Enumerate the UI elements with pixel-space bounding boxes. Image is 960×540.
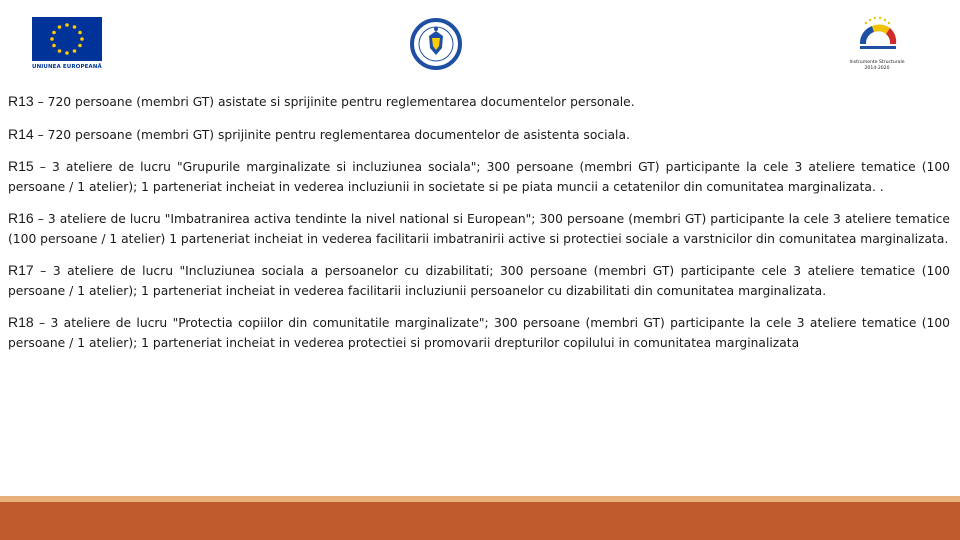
result-text: – 3 ateliere de lucru "Imbatranirea activa tendinte la nivel national si European"; 300 persoane (membri GT) participante la cele 3 ateliere tematice (100 persoane / 1 atelier) 1 parteneriat incheiat in vederea facilitarii imbatranirii active si protectiei sociale a varstnicilor din comunitatea marginalizata. bbox=[8, 212, 950, 246]
result-code: R17 bbox=[8, 262, 34, 278]
structural-instruments-icon bbox=[846, 14, 908, 60]
result-item-r15 bbox=[8, 157, 950, 197]
result-text: – 720 persoane (membri GT) asistate si sprijinite pentru reglementarea documentelor personale. bbox=[33, 95, 635, 109]
structural-instruments-caption-line2: 2014-2020 bbox=[864, 66, 890, 71]
structural-instruments-caption-line1: Instrumente Structurale bbox=[849, 60, 905, 65]
eu-logo-caption: UNIUNEA EUROPEANĂ bbox=[32, 64, 102, 70]
result-code: R13 bbox=[8, 93, 34, 109]
result-item-r14 bbox=[8, 125, 950, 146]
result-item-r18 bbox=[8, 313, 950, 353]
result-item-r13 bbox=[8, 92, 950, 113]
result-code: R16 bbox=[8, 210, 34, 226]
result-text: – 3 ateliere de lucru "Incluziunea sociala a persoanelor cu dizabilitati; 300 persoane (membri GT) participante cele 3 ateliere tematice (100 persoane / 1 atelier); 1 parteneriat incheiat in vederea facilitarii incluziunii persoanelor cu dizabilitati din comunitatea marginalizata. bbox=[8, 264, 950, 298]
eu-logo bbox=[32, 17, 104, 75]
result-text: – 720 persoane (membri GT) sprijinite pentru reglementarea documentelor de asistenta sociala. bbox=[33, 127, 630, 142]
result-text: – 3 ateliere de lucru "Grupurile marginalizate si incluziunea sociala"; 300 persoane (membri GT) participante la cele 3 ateliere tematice (100 persoane / 1 atelier); 1 parteneriat incheiat in vederea incluziunii in societate si pe piata muncii a cetatenilor din comunitatea marginalizata. . bbox=[8, 160, 950, 194]
result-text: – 3 ateliere de lucru "Protectia copiilor din comunitatile marginalizate"; 300 persoane (membri GT) participante la cele 3 ateliere tematice (100 persoane / 1 atelier); 1 parteneriat incheiat in vederea protectiei si promovarii drepturilor copilului in comunitatea marginalizata bbox=[8, 316, 950, 350]
eu-flag-icon bbox=[32, 17, 102, 61]
structural-instruments-caption bbox=[846, 60, 908, 72]
structural-instruments-logo bbox=[846, 14, 908, 76]
government-crest-icon bbox=[410, 18, 462, 70]
footer-bar bbox=[0, 502, 960, 540]
result-code: R15 bbox=[8, 158, 34, 174]
logo-header bbox=[0, 0, 960, 80]
result-item-r16 bbox=[8, 209, 950, 249]
government-logo bbox=[410, 18, 462, 70]
result-code: R14 bbox=[8, 125, 34, 142]
result-item-r17 bbox=[8, 261, 950, 301]
results-list bbox=[8, 92, 950, 365]
result-code: R18 bbox=[8, 314, 34, 330]
